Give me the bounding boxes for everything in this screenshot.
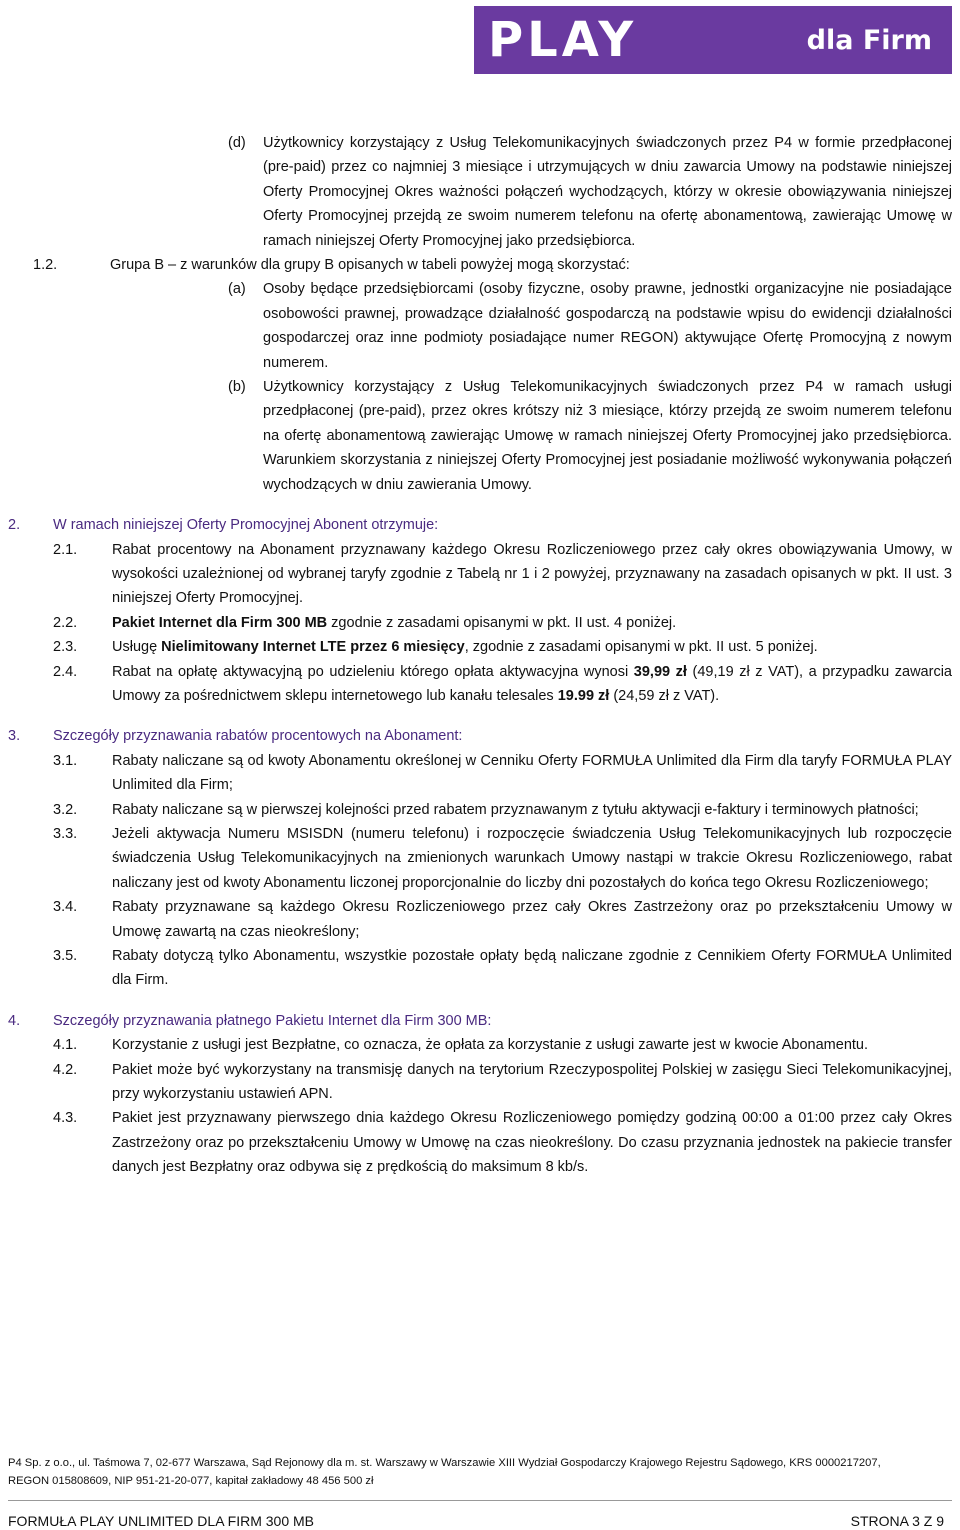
clause-number: 3.1. <box>53 752 78 769</box>
clause-3-1 <box>8 749 952 798</box>
bold-price-2: 19.99 zł <box>557 687 610 704</box>
clause-text: Pakiet może być wykorzystany na transmisję danych na terytorium Rzeczypospolitej Polskiej w zasięgu Sieci Telekomunikacyjnej, przy wykorzystaniu ustawień APN. <box>112 1061 952 1103</box>
clause-number: 4.2. <box>53 1061 78 1078</box>
bold-service-name: Nielimitowany Internet LTE przez 6 miesięcy <box>161 639 465 656</box>
clause-text-end: (24,59 zł z VAT). <box>609 687 720 704</box>
footer-line-1: P4 Sp. z o.o., ul. Taśmowa 7, 02-677 Warszawa, Sąd Rejonowy dla m. st. Warszawy w Warszawie XIII Wydział Gospodarczy Krajowego Rejestru Sądowego, KRS 0000217207, <box>8 1457 881 1469</box>
clause-number: 2.4. <box>53 663 78 680</box>
clause-text: Rabat procentowy na Abonament przyznawany każdego Okresu Rozliczeniowego przez cały okres obowiązywania Umowy, w wysokości uzależnionej od wybranej taryfy zgodnie z Tabelą nr 1 i 2 powyżej, przyznawany na zasadach opisanych w pkt. II ust. 3 niniejszej Oferty Promocyjnej. <box>112 541 952 607</box>
section-3-heading <box>8 724 952 748</box>
clause-4-1 <box>8 1033 952 1057</box>
section-number: 3. <box>8 728 21 745</box>
clause-3-2 <box>8 798 952 822</box>
clause-2-3 <box>8 635 952 659</box>
section-2-heading <box>8 513 952 537</box>
clause-text-rest: , zgodnie z zasadami opisanymi w pkt. II ust. 5 poniżej. <box>464 639 818 656</box>
document-body <box>8 131 952 1180</box>
document-title-footer: FORMUŁA PLAY UNLIMITED DLA FIRM 300 MB <box>8 1513 315 1529</box>
clause-text: Rabaty naliczane są od kwoty Abonamentu określonej w Cenniku Oferty FORMUŁA Unlimited dla Firm dla taryfy FORMUŁA PLAY Unlimited dla Firm; <box>112 752 952 794</box>
clause-text-mid: (49,19 zł z VAT), a przypadku zawarcia Umowy za pośrednictwem sklepu internetowego lub kanału telesales <box>112 663 952 704</box>
clause-number: 2.1. <box>53 541 78 558</box>
clause-text: Rabaty przyznawane są każdego Okresu Rozliczeniowego przez cały Okres Zastrzeżony oraz po przekształceniu Umowy w Umowę zawartą na czas nieokreślony; <box>112 899 952 940</box>
section-title: W ramach niniejszej Oferty Promocyjnej Abonent otrzymuje: <box>53 517 439 534</box>
clause-number: (b) <box>228 379 246 396</box>
logo-play-text: PLAY <box>488 12 638 68</box>
clause-4-2 <box>8 1058 952 1107</box>
section-number: 2. <box>8 517 21 534</box>
clause-text: Rabaty dotyczą tylko Abonamentu, wszystkie pozostałe opłaty będą naliczane zgodnie z Cennikiem Oferty FORMUŁA Unlimited dla Firm. <box>112 948 952 989</box>
bold-package-name: Pakiet Internet dla Firm 300 MB <box>112 614 328 631</box>
section-title: Szczegóły przyznawania rabatów procentowych na Abonament: <box>53 728 463 745</box>
clause-3-4 <box>8 895 952 944</box>
bold-price-1: 39,99 zł <box>633 663 687 680</box>
clause-number: 3.4. <box>53 899 78 916</box>
clause-2-4 <box>8 660 952 709</box>
clause-number: (d) <box>228 135 246 151</box>
clause-number: 1.2. <box>33 257 58 274</box>
clause-text <box>112 660 952 709</box>
clause-text <box>112 611 952 635</box>
clause-4-3 <box>8 1106 952 1179</box>
clause-1-2 <box>8 253 952 277</box>
company-footer <box>8 1454 952 1490</box>
page-number: STRONA 3 Z 9 <box>850 1513 944 1529</box>
clause-number: 4.1. <box>53 1037 78 1054</box>
clause-text: Grupa B – z warunków dla grupy B opisanych w tabeli powyżej mogą skorzystać: <box>110 257 630 274</box>
clause-number: 3.5. <box>53 948 78 964</box>
clause-number: 4.3. <box>53 1110 78 1127</box>
clause-text: Rabaty naliczane są w pierwszej kolejności przed rabatem przyznawanym z tytułu aktywacji e-faktury i terminowych płatności; <box>112 801 919 818</box>
section-number: 4. <box>8 1012 21 1029</box>
section-title: Szczegóły przyznawania płatnego Pakietu Internet dla Firm 300 MB: <box>53 1012 492 1029</box>
clause-text: Korzystanie z usługi jest Bezpłatne, co oznacza, że opłata za korzystanie z usługi zawarte jest w kwocie Abonamentu. <box>112 1037 869 1054</box>
clause-number: (a) <box>228 281 246 298</box>
clause-number: 3.2. <box>53 801 78 818</box>
footer-divider <box>8 1500 952 1501</box>
section-4-heading <box>8 1009 952 1033</box>
clause-3-5 <box>8 944 952 993</box>
footer-line-2: REGON 015808609, NIP 951-21-20-077, kapitał zakładowy 48 456 500 zł <box>8 1475 374 1487</box>
clause-2-2 <box>8 611 952 635</box>
clause-text-pre: Usługę <box>112 639 162 656</box>
clause-number: 3.3. <box>53 825 78 842</box>
clause-text: Osoby będące przedsiębiorcami (osoby fizyczne, osoby prawne, jednostki organizacyjne nie posiadające osobowości prawnej, prowadzące działalność gospodarczą na podstawie wpisu do ewidencji działalności gospodarczej oraz inne podmioty posiadające numer REGON) aktywujące Ofertę Promocyjną z nowym numerem. <box>263 281 952 371</box>
clause-text: Użytkownicy korzystający z Usług Telekomunikacyjnych świadczonych przez P4 w formie przedpłaconej (pre-paid) przez co najmniej 3 miesiące i utrzymujących w dniu zawarcia Umowy na podstawie niniejszej Oferty Promocyjnej Okres ważności połączeń wychodzących, którzy w okresie obowiązywania niniejszej Oferty Promocyjnej przejdą ze swoim numerem telefonu na ofertę abonamentową, zawierając Umowę w ramach niniejszej Oferty Promocyjnej jako przedsiębiorca. <box>263 135 952 249</box>
logo-dla-firm-text: dla Firm <box>806 25 932 56</box>
play-dla-firm-logo <box>474 6 952 74</box>
clause-number: 2.3. <box>53 639 78 656</box>
clause-text: Pakiet jest przyznawany pierwszego dnia każdego Okresu Rozliczeniowego pomiędzy godziną 00:00 a 01:00 przez cały Okres Zastrzeżony oraz po przekształceniu Umowy w Umowę na czas nieokreślony. Do czasu przyznania jednostek na pakiecie transfer danych jest Bezpłatny oraz odbywa się z prędkością do maksimum 8 kb/s. <box>112 1110 952 1176</box>
clause-number: 2.2. <box>53 614 78 631</box>
clause-text-pre: Rabat na opłatę aktywacyjną po udzieleniu którego opłata aktywacyjna wynosi <box>112 663 634 680</box>
clause-2-1 <box>8 538 952 611</box>
clause-text-rest: zgodnie z zasadami opisanymi w pkt. II ust. 4 poniżej. <box>327 614 677 631</box>
clause-1-2-a <box>8 277 952 375</box>
clause-1-1-d <box>8 131 952 253</box>
clause-text: Użytkownicy korzystający z Usług Telekomunikacyjnych świadczonych przez P4 w ramach usługi przedpłaconej (pre-paid), przez okres krótszy niż 3 miesiące, którzy przejdą ze swoim numerem telefonu na ofertę abonamentową zawierając Umowę w ramach niniejszej Oferty Promocyjnej jako przedsiębiorca. Warunkiem skorzystania z niniejszej Oferty Promocyjnej jest posiadanie możliwość wykonywania połączeń wychodzących w dniu zawierania Umowy. <box>263 379 952 493</box>
clause-1-2-b <box>8 375 952 497</box>
clause-text: Jeżeli aktywacja Numeru MSISDN (numeru telefonu) i rozpoczęcie świadczenia Usług Telekomunikacyjnych lub rozpoczęcie świadczenia Usług Telekomunikacyjnych na zmienionych warunkach Umowy nastąpi w trakcie Okresu Rozliczeniowego, rabat naliczany jest od kwoty Abonamentu liczonej proporcjonalnie do liczby dni pozostałych do końca tego Okresu Rozliczeniowego; <box>112 825 952 891</box>
clause-text <box>112 635 952 659</box>
clause-3-3 <box>8 822 952 895</box>
